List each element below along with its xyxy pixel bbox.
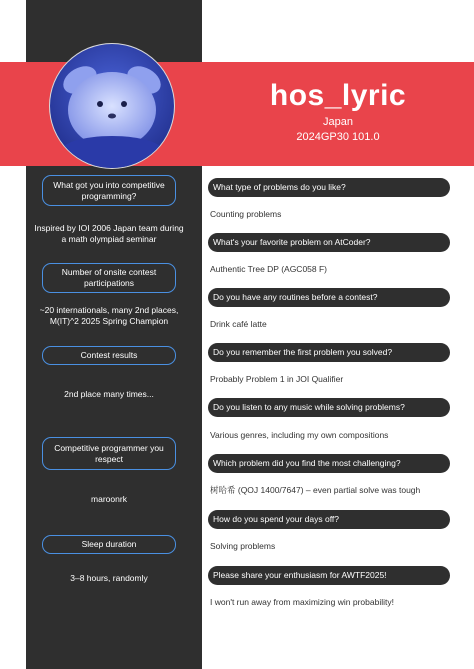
profile-rating: 2024GP30 101.0 <box>296 131 380 143</box>
avatar <box>50 44 174 168</box>
question-pill: Do you listen to any music while solving problems? <box>208 398 450 417</box>
answer-text: 树哈希 (QOJ 1400/7647) – even partial solve was tough <box>210 485 421 495</box>
answer-text: Counting problems <box>210 209 282 219</box>
question-pill: Do you remember the first problem you solved? <box>208 343 450 362</box>
left-answer: maroonrk <box>91 494 127 504</box>
left-question-label: Competitive programmer you respect <box>42 437 176 470</box>
question-pill: Do you have any routines before a contest? <box>208 288 450 307</box>
question-pill: What's your favorite problem on AtCoder? <box>208 233 450 252</box>
profile-country: Japan <box>323 116 353 128</box>
left-answer: 2nd place many times... <box>64 389 154 399</box>
left-question-label: What got you into competitive programming? <box>42 175 176 206</box>
answer-text: Solving problems <box>210 541 276 551</box>
answer-text: Various genres, including my own compositions <box>210 430 389 440</box>
left-answer: 3–8 hours, randomly <box>70 573 148 583</box>
left-question-label: Sleep duration <box>42 535 176 554</box>
profile-name: hos_lyric <box>269 79 407 112</box>
answer-text: Authentic Tree DP (AGC058 F) <box>210 264 328 274</box>
answer-text: Drink café latte <box>210 319 267 329</box>
question-pill: How do you spend your days off? <box>208 510 450 529</box>
left-question-label: Contest results <box>42 346 176 365</box>
question-pill: Which problem did you find the most challenging? <box>208 454 450 473</box>
answer-text: I won't run away from maximizing win probability! <box>210 597 394 607</box>
avatar-photo <box>50 44 174 168</box>
answer-text: Probably Problem 1 in JOI Qualifier <box>210 374 344 384</box>
left-answer: Inspired by IOI 2006 Japan team during a math olympiad seminar <box>34 223 184 244</box>
question-pill: What type of problems do you like? <box>208 178 450 197</box>
question-pill: Please share your enthusiasm for AWTF2025! <box>208 566 450 585</box>
left-question-label: Number of onsite contest participations <box>42 263 176 293</box>
left-answer: ~20 internationals, many 2nd places, M(IT)^2 2025 Spring Champion <box>39 305 179 326</box>
